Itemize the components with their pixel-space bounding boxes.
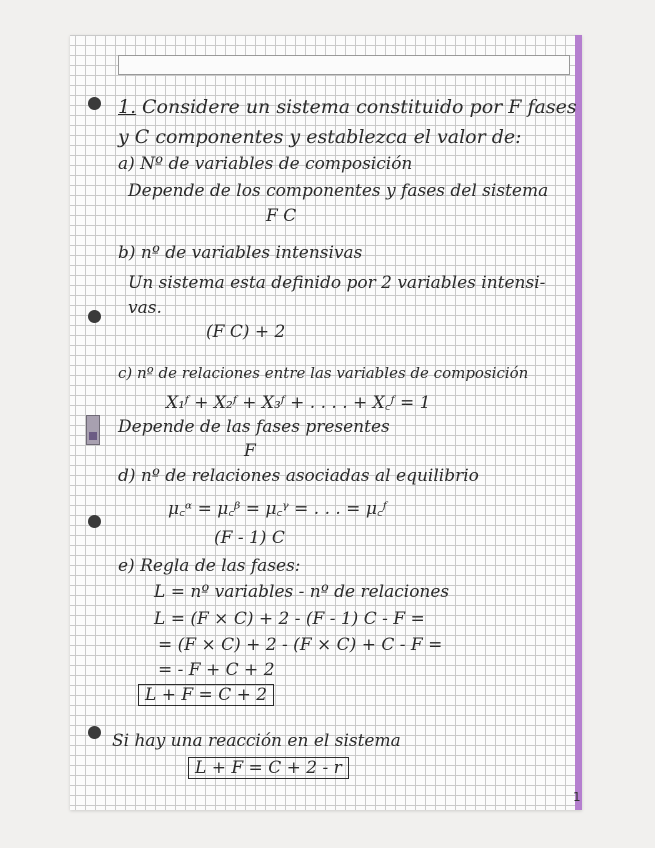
- item-e-boxed-result: L + F = C + 2: [138, 684, 274, 706]
- item-e-text: L = nº variables - nº de relaciones: [154, 582, 450, 602]
- page-corner-mark: 1: [573, 790, 581, 804]
- binder-hole-3: [88, 515, 101, 528]
- item-d-result: (F - 1) C: [214, 528, 285, 548]
- item-c-title: c) nº de relaciones entre las variables de composición: [118, 364, 529, 382]
- reaction-text: Si hay una reacción en el sistema: [112, 731, 401, 751]
- item-e-equation-3: = - F + C + 2: [158, 660, 275, 680]
- item-b-formula: (F C) + 2: [206, 322, 286, 342]
- item-a-text: Depende de los componentes y fases del sistema: [128, 181, 549, 201]
- page-tab-marker: [86, 415, 100, 445]
- question-line-1: Considere un sistema constituido por F fases: [142, 96, 577, 118]
- item-e-equation-1: L = (F × C) + 2 - (F - 1) C - F =: [154, 609, 425, 629]
- item-c-text: Depende de las fases presentes: [118, 417, 390, 437]
- header-box: [118, 55, 570, 75]
- item-a-title: a) Nº de variables de composición: [118, 154, 413, 174]
- binder-hole-4: [88, 726, 101, 739]
- reaction-boxed-result: L + F = C + 2 - r: [188, 757, 349, 779]
- item-a-formula: F C: [266, 206, 297, 226]
- item-e-equation-2: = (F × C) + 2 - (F × C) + C - F =: [158, 635, 443, 655]
- item-e-title: e) Regla de las fases:: [118, 556, 301, 576]
- page-margin-stripe: [575, 35, 582, 810]
- item-b-text-2: vas.: [128, 298, 162, 318]
- item-d-title: d) nº de relaciones asociadas al equilibrio: [118, 466, 479, 486]
- question-line-2: y C componentes y establezca el valor de:: [118, 126, 522, 148]
- item-b-text-1: Un sistema esta definido por 2 variables intensi-: [128, 273, 546, 293]
- binder-hole-2: [88, 310, 101, 323]
- item-c-formula: X₁ᶠ + X₂ᶠ + X₃ᶠ + . . . . + X꜀ᶠ = 1: [166, 393, 431, 413]
- item-c-result: F: [244, 441, 256, 461]
- item-b-title: b) nº de variables intensivas: [118, 243, 363, 263]
- item-d-formula: μ꜀ᵅ = μ꜀ᵝ = μ꜀ᵞ = . . . = μ꜀ᶠ: [168, 499, 387, 519]
- question-number: 1.: [118, 96, 137, 118]
- binder-hole-1: [88, 97, 101, 110]
